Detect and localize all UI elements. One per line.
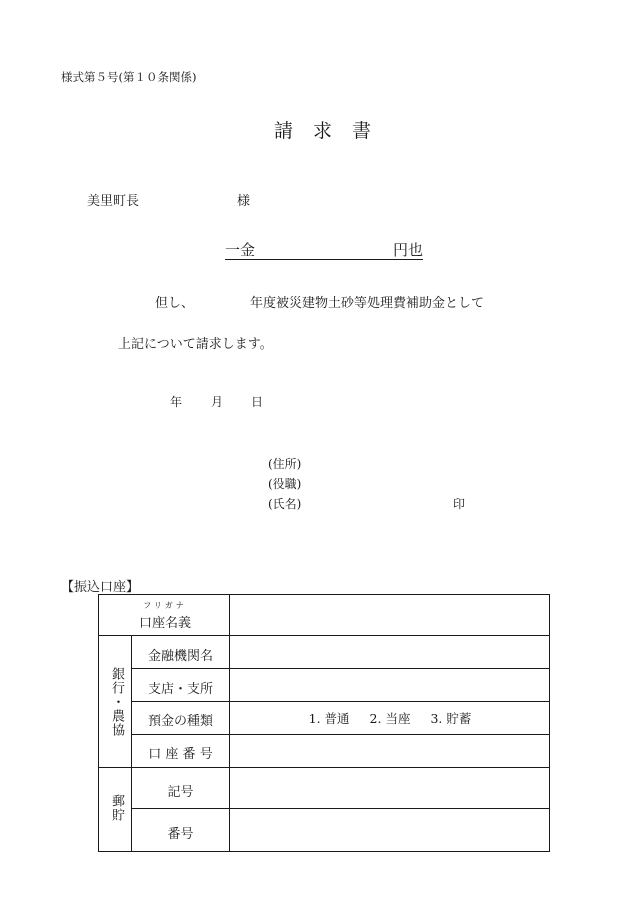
- account-heading: 【振込口座】: [61, 580, 140, 595]
- account-table: [98, 594, 550, 852]
- bank-name-label: 金融機関名: [147, 649, 213, 664]
- postal-group-label: 郵貯: [109, 794, 124, 822]
- postal-number-label: 番号: [167, 827, 194, 842]
- title-char: 書: [352, 120, 372, 142]
- deposit-type-options: [230, 709, 550, 727]
- amount-line: [225, 239, 423, 260]
- name-label: (氏名): [268, 497, 302, 511]
- deposit-type-label: 預金の種類: [147, 714, 213, 729]
- holder-ruby: フリガナ: [143, 601, 187, 610]
- addressee-honorific: 様: [237, 194, 251, 209]
- request-statement: 上記について請求します。: [118, 337, 273, 352]
- title-char: 請: [274, 120, 294, 142]
- divider: [131, 668, 549, 669]
- form-number: 様式第５号(第１０条関係): [61, 70, 197, 84]
- deposit-option: 2. 当座: [369, 711, 411, 726]
- seal-label: 印: [453, 497, 466, 511]
- postal-symbol-label: 記号: [167, 785, 194, 800]
- deposit-option: 3. 貯蓄: [430, 711, 472, 726]
- divider: [131, 808, 549, 809]
- title-label: (役職): [268, 477, 302, 491]
- deposit-option: 1. 普通: [308, 711, 350, 726]
- divider: [99, 767, 549, 768]
- bank-group-label: 銀行・農協: [109, 667, 124, 737]
- divider: [131, 701, 549, 702]
- divider: [131, 734, 549, 735]
- branch-label: 支店・支所: [147, 682, 213, 697]
- purpose-text: 年度被災建物土砂等処理費補助金として: [250, 296, 485, 311]
- date-day: 日: [251, 395, 264, 409]
- amount-suffix: 円也: [392, 241, 423, 259]
- date-month: 月: [211, 395, 224, 409]
- account-number-label: 口 座 番 号: [148, 747, 213, 762]
- divider: [99, 635, 549, 636]
- date-year: 年: [170, 395, 183, 409]
- addressee-name: 美里町長: [87, 194, 140, 209]
- amount-prefix: 一金: [225, 241, 256, 259]
- title-char: 求: [313, 120, 333, 142]
- purpose-prefix: 但し、: [155, 296, 195, 311]
- document-title: [274, 116, 371, 143]
- address-label: (住所): [268, 457, 302, 471]
- holder-label: 口座名義: [138, 616, 191, 631]
